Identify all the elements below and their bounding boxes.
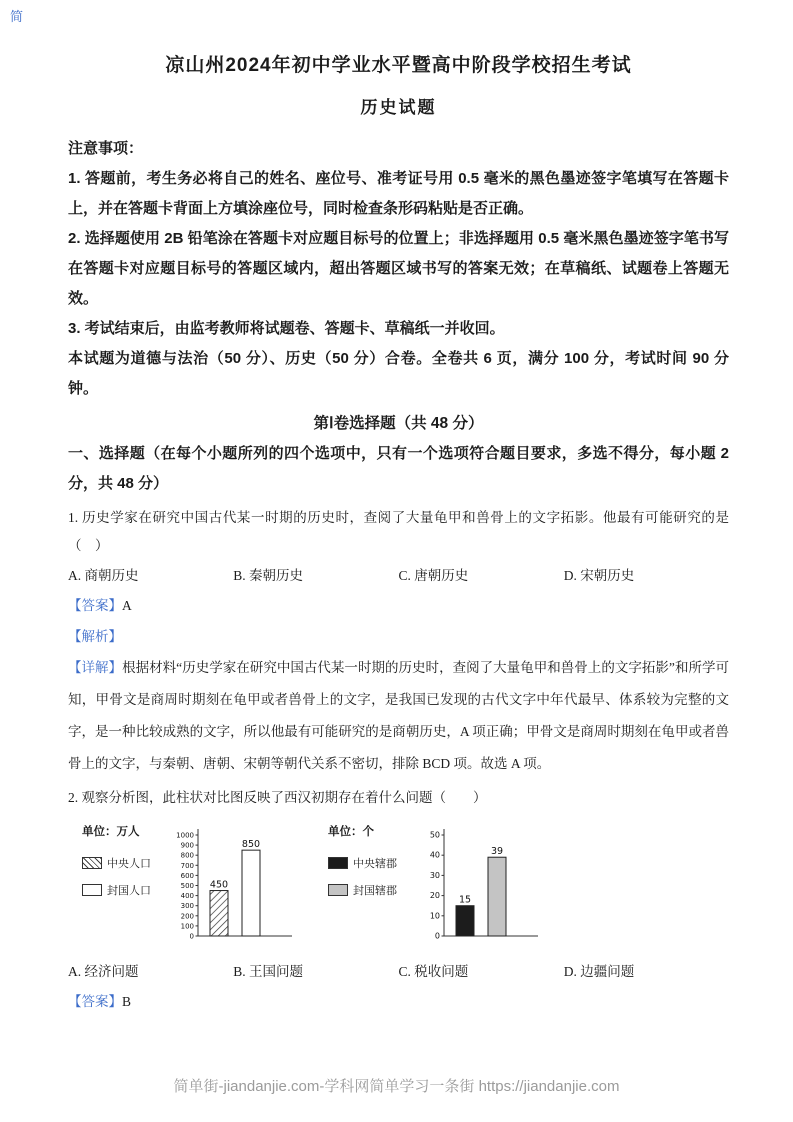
exam-info: 本试题为道德与法治（50 分）、历史（50 分）合卷。全卷共 6 页，满分 100 分，考试时间 90 分钟。 — [68, 350, 729, 397]
notice-item-2: 2. 选择题使用 2B 铅笔涂在答题卡对应题目标号的位置上；非选择题用 0.5 毫米黑色墨迹签字笔书写在答题卡对应题目标号的答题区域内，超出答题区域书写的答案无效；在草稿纸、试题卷上答题无效。 — [68, 230, 729, 307]
axis-tick-label: 800 — [180, 851, 194, 860]
chart-population-plot — [170, 821, 294, 954]
axis-tick-label: 300 — [180, 901, 194, 910]
question-1-detail — [68, 652, 729, 779]
bar-value-label: 15 — [458, 894, 472, 906]
detail-label: 【详解】 — [68, 660, 123, 676]
axis-tick-label: 50 — [429, 830, 440, 840]
chart-bar — [488, 857, 506, 936]
notice-item-3: 3. 考试结束后，由监考教师将试题卷、答题卡、草稿纸一并收回。 — [68, 320, 505, 337]
legend-item — [328, 882, 416, 898]
exam-title-line1: 凉山州2024年初中学业水平暨高中阶段学校招生考试 — [165, 55, 632, 76]
bar-chart-svg — [416, 821, 540, 949]
bar-value-label: 39 — [490, 845, 504, 857]
question-2-option-b: B. 王国问题 — [233, 963, 304, 979]
notice-heading: 注意事项： — [68, 140, 144, 157]
legend-item — [82, 882, 170, 898]
answer-value: A — [122, 598, 132, 614]
question-2-answer-line — [68, 987, 729, 1017]
footer-watermark: 简单街-jiandanjie.com-学科网简单学习一条街 https://jiandanjie.com — [173, 1078, 620, 1095]
bar-chart-counties — [328, 821, 540, 954]
section-instruction: 一、选择题（在每个小题所列的四个选项中，只有一个选项符合题目要求，多选不得分，每小题 2 分，共 48 分） — [68, 445, 729, 492]
axis-tick-label: 0 — [434, 931, 440, 941]
chart-bar — [456, 905, 474, 935]
legend-label: 中央辖郡 — [353, 857, 397, 870]
bar-value-label: 450 — [209, 879, 229, 891]
axis-tick-label: 0 — [189, 932, 194, 941]
notice-item-1: 1. 答题前，考生务必将自己的姓名、座位号、准考证号用 0.5 毫米的黑色墨迹签字笔填写在答题卡上，并在答题卡背面上方填涂座位号，同时检查条形码粘贴是否正确。 — [68, 170, 729, 217]
legend-label: 封国人口 — [107, 884, 151, 897]
charts-row — [82, 821, 729, 954]
question-2-option-d: D. 边疆问题 — [563, 963, 635, 979]
answer-label: 【答案】 — [68, 598, 122, 614]
chart-counties-left-panel — [328, 821, 416, 898]
axis-tick-label: 500 — [180, 881, 194, 890]
axis-tick-label: 100 — [180, 922, 194, 931]
chart-counties-plot — [416, 821, 540, 954]
question-2-options — [68, 958, 729, 986]
question-1-option-c: C. 唐朝历史 — [398, 567, 469, 583]
corner-watermark: 简 — [10, 9, 24, 24]
axis-tick-label: 40 — [429, 850, 440, 860]
answer-label: 【答案】 — [68, 993, 122, 1009]
axis-tick-label: 10 — [429, 910, 440, 920]
chart-bar — [210, 890, 228, 935]
bar-chart-population — [82, 821, 294, 954]
chart-counties-unit-label: 单位：个 — [328, 825, 374, 838]
question-1-answer-line — [68, 591, 729, 621]
legend-item — [328, 855, 416, 871]
question-1-option-a: A. 商朝历史 — [68, 567, 139, 583]
question-1-options — [68, 562, 729, 590]
question-1-stem: 1. 历史学家在研究中国古代某一时期的历史时，查阅了大量龟甲和兽骨上的文字拓影。他最有可能研究的是（ ） — [68, 510, 729, 554]
legend-swatch-gray — [328, 884, 348, 896]
axis-tick-label: 1000 — [176, 831, 194, 840]
legend-item — [82, 855, 170, 871]
detail-text: 根据材料“历史学家在研究中国古代某一时期的历史时，查阅了大量龟甲和兽骨上的文字拓影”和所学可知，甲骨文是商周时期刻在龟甲或者兽骨上的文字，是我国已发现的古代文字中年代最早、体系较为完整的文字，是一种比较成熟的文字，所以他最有可能研究的是商朝历史，A 项正确；甲骨文是商周时期刻在龟甲或者兽骨上的文字，与秦朝、唐朝、宋朝等朝代关系不密切，排除 BCD 项。故选 A 项。 — [68, 660, 730, 771]
section-title: 第Ⅰ卷选择题（共 48 分） — [313, 415, 484, 432]
question-1-analysis-line — [68, 622, 729, 652]
legend-label: 封国辖郡 — [353, 884, 397, 897]
bar-chart-svg — [170, 821, 294, 949]
chart-counties-legend — [328, 855, 416, 898]
question-1-option-b: B. 秦朝历史 — [233, 567, 304, 583]
chart-population-legend — [82, 855, 170, 898]
axis-tick-label: 600 — [180, 871, 194, 880]
axis-tick-label: 900 — [180, 841, 194, 850]
axis-tick-label: 20 — [429, 890, 440, 900]
legend-label: 中央人口 — [107, 857, 151, 870]
axis-tick-label: 400 — [180, 891, 194, 900]
legend-swatch-white — [82, 884, 102, 896]
chart-bar — [242, 850, 260, 936]
question-1-option-d: D. 宋朝历史 — [563, 567, 635, 583]
legend-swatch-black — [328, 857, 348, 869]
legend-swatch-hatch — [82, 857, 102, 869]
analysis-label: 【解析】 — [68, 628, 122, 644]
chart-population-unit-label: 单位：万人 — [82, 825, 140, 838]
question-2-option-a: A. 经济问题 — [68, 963, 139, 979]
bar-value-label: 850 — [241, 838, 261, 850]
answer-value: B — [122, 993, 132, 1009]
question-2-stem: 2. 观察分析图，此柱状对比图反映了西汉初期存在着什么问题（ ） — [68, 790, 487, 806]
question-2-option-c: C. 税收问题 — [398, 963, 469, 979]
exam-title-line2: 历史试题 — [360, 98, 437, 117]
chart-population-left-panel — [82, 821, 170, 898]
axis-tick-label: 700 — [180, 861, 194, 870]
axis-tick-label: 30 — [429, 870, 440, 880]
axis-tick-label: 200 — [180, 911, 194, 920]
